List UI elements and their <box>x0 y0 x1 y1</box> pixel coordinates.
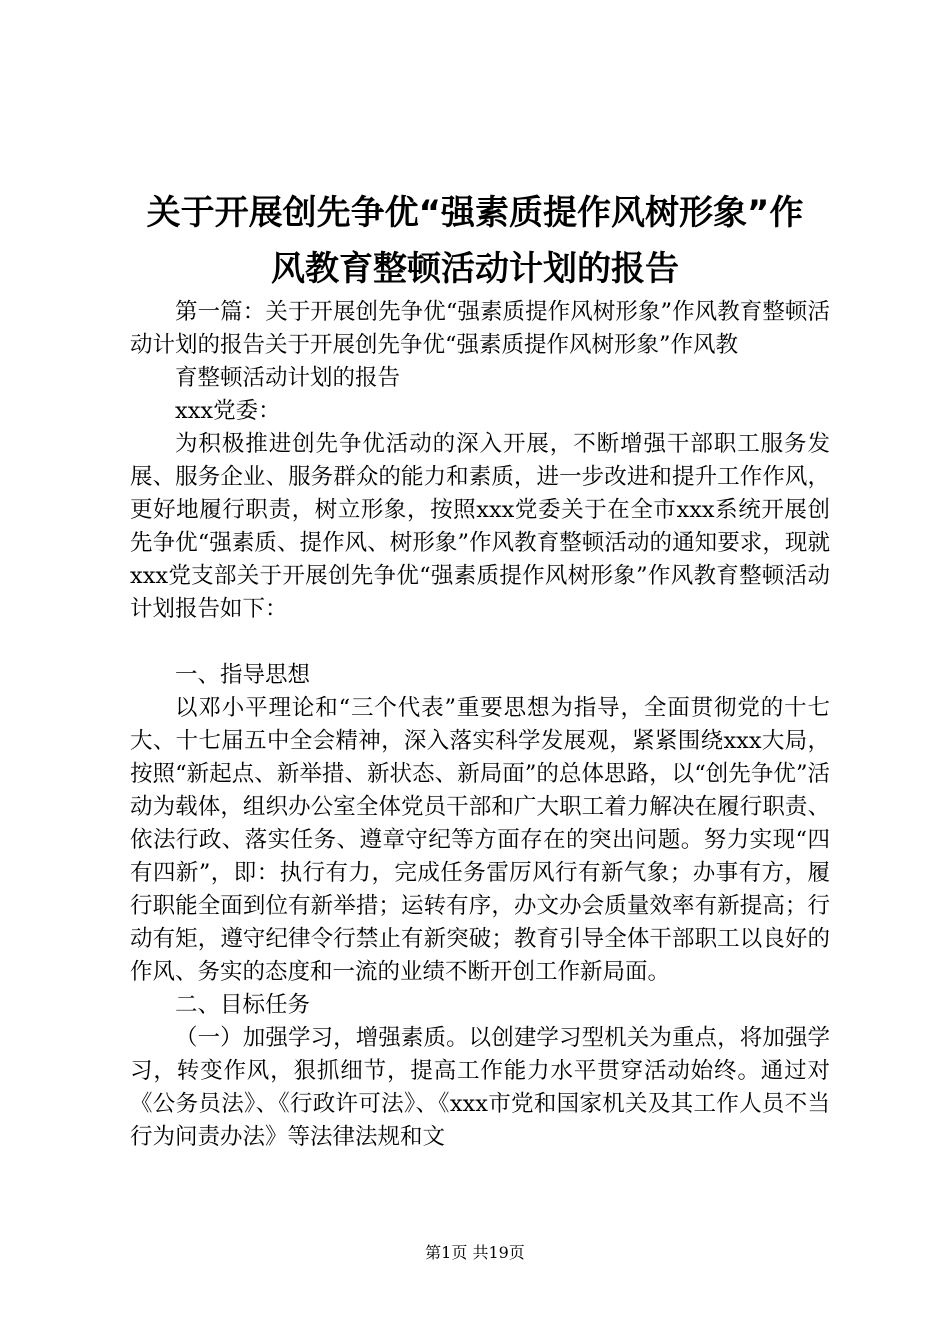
title-line-2: 风教育整顿活动计划的报告 <box>271 249 679 289</box>
paragraph-preamble: 为积极推进创先争优活动的深入开展，不断增强干部职工服务发展、服务企业、服务群众的能力和素质，进一步改进和提升工作作风，更好地履行职责，树立形象，按照xxx党委关于在全市xxx系统开展创先争优“强素质、提作风、树形象”作风教育整顿活动的通知要求，现就xxx党支部关于开展创先争优“强素质提作风树形象”作风教育整顿活动计划报告如下： <box>130 431 830 622</box>
document-title <box>100 185 850 297</box>
paragraph-salutation: xxx党委： <box>175 398 281 424</box>
section-heading-guiding-ideology: 一、指导思想 <box>175 662 311 688</box>
paragraph-guiding-ideology: 以邓小平理论和“三个代表”重要思想为指导，全面贯彻党的十七大、十七届五中全会精神，深入落实科学发展观，紧紧围绕xxx大局，按照“新起点、新举措、新状态、新局面”的总体思路，以“创先争优”活动为载体，组织办公室全体党员干部和广大职工着力解决在履行职责、依法行政、落实任务、遵章守纪等方面存在的突出问题。努力实现“四有四新”，即：执行有力，完成任务雷厉风行有新气象；办事有方，履行职能全面到位有新举措；运转有序，办文办会质量效率有新提高；行动有矩，遵守纪律令行禁止有新突破；教育引导全体干部职工以良好的作风、务实的态度和一流的业绩不断开创工作新局面。 <box>130 695 830 985</box>
document-body <box>130 296 830 1154</box>
paragraph-title-continuation: 育整顿活动计划的报告 <box>175 365 401 391</box>
paragraph-intro: 第一篇：关于开展创先争优“强素质提作风树形象”作风教育整顿活动计划的报告关于开展创先争优“强素质提作风树形象”作风教 <box>130 299 830 358</box>
paragraph-objective-1: （一）加强学习，增强素质。以创建学习型机关为重点，将加强学习，转变作风，狠抓细节，提高工作能力水平贯穿活动始终。通过对《公务员法》、《行政许可法》、《xxx市党和国家机关及其工作人员不当行为问责办法》等法律法规和文 <box>130 1025 830 1150</box>
title-line-1: 关于开展创先争优“强素质提作风树形象”作 <box>146 193 804 233</box>
section-heading-objectives: 二、目标任务 <box>175 992 311 1018</box>
page-number: 第1页 共19页 <box>425 1243 525 1262</box>
